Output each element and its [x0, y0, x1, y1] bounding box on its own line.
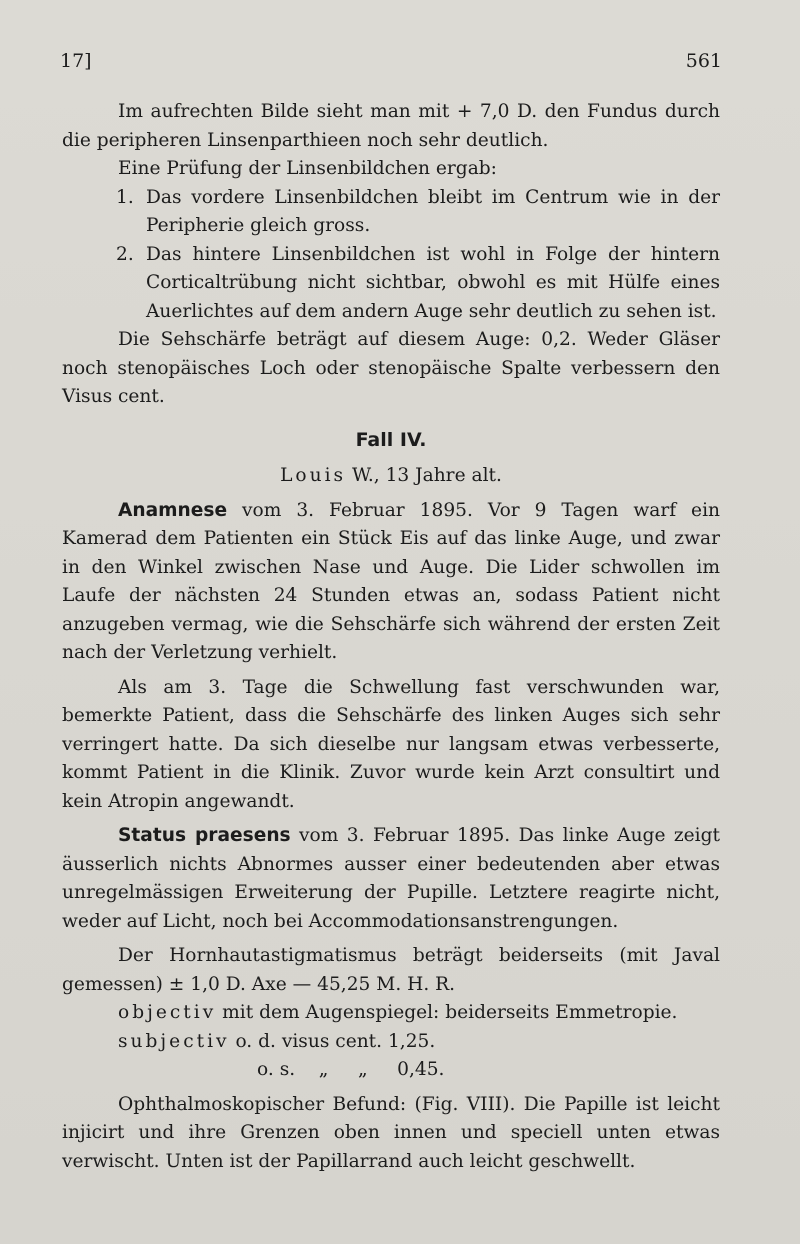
objectiv-line [62, 999, 720, 1028]
paragraph-anamnese [62, 497, 720, 668]
paragraph-befund: Ophthalmoskopischer Befund: (Fig. VIII). Die Papille ist leicht injicirt und ihre Grenzen oben innen und speciell unten etwas verwischt. Unten ist der Papillarrand auch leicht geschwellt. [62, 1093, 720, 1172]
objectiv-text: mit dem Augenspiegel: beiderseits Emmetropie. [216, 1002, 678, 1023]
paragraph-astigmatismus: Der Hornhautastigmatismus beträgt beiderseits (mit Javal gemessen) ± 1,0 D. Axe — 45,25 M. H. R. [62, 945, 720, 995]
subjectiv-line [62, 1028, 720, 1057]
paragraph-status [62, 822, 720, 936]
list-item-text: Das hintere Linsenbildchen ist wohl in Folge der hintern Corticaltrübung nicht sichtbar, obwohl es mit Hülfe eines Auerlichtes auf dem andern Auge sehr deutlich zu sehen ist. [146, 243, 720, 322]
objectiv-label: objectiv [118, 1002, 217, 1023]
paragraph-schwellung: Als am 3. Tage die Schwellung fast verschwunden war, bemerkte Patient, dass die Sehschärfe des linken Auges sich sehr verringert hatte. Da sich dieselbe nur langsam etwas verbesserte, kommt Patient in die Klinik. Zuvor wurde kein Arzt consultirt und kein Atropin angewandt. [62, 676, 720, 812]
patient-line [62, 462, 720, 491]
list-number: 1. [116, 186, 134, 208]
status-label: Status praesens [118, 825, 291, 846]
section-marker: 17] [60, 50, 92, 72]
list-item [62, 241, 720, 327]
list-item [62, 184, 720, 241]
patient-details: W., 13 Jahre alt. [346, 465, 502, 486]
status-text: vom 3. Februar 1895. Das linke Auge zeigt äusserlich nichts Abnormes ausser einer bedeutenden aber etwas unregelmässigen Erweiterung der Pupille. Letztere reagirte nicht, weder auf Licht, noch bei Accommodationsanstrengungen. [62, 825, 720, 932]
anamnese-label: Anamnese [118, 499, 228, 521]
page-body [62, 98, 720, 1176]
subjectiv-text: o. d. visus cent. 1,25. [229, 1030, 436, 1052]
anamnese-text: vom 3. Februar 1895. Vor 9 Tagen warf ein Kamerad dem Patienten ein Stück Eis auf das linke Auge, und zwar in den Winkel zwischen Nase und Auge. Die Lider schwollen im Laufe der nächsten 24 Stunden etwas an, sodass Patient nicht anzugeben vermag, wie die Sehschärfe sich während der ersten Zeit nach der Verletzung verhielt. [62, 499, 720, 663]
page-number: 561 [685, 50, 722, 72]
list-item-text: Das vordere Linsenbildchen bleibt im Centrum wie in der Peripherie gleich gross. [146, 186, 720, 236]
case-heading: Fall IV. [355, 428, 427, 451]
list-number: 2. [116, 243, 134, 265]
os-line: o. s. „ „ 0,45. [257, 1059, 445, 1080]
paragraph-fundus: Im aufrechten Bilde sieht man mit + 7,0 D. den Fundus durch die peripheren Linsenparthieen noch sehr deutlich. [62, 101, 720, 151]
patient-name: Louis [280, 465, 347, 486]
paragraph-sehschaerfe: Die Sehschärfe beträgt auf diesem Auge: 0,2. Weder Gläser noch stenopäisches Loch oder stenopäische Spalte verbessern den Visus cent. [62, 329, 720, 407]
subjectiv-label: subjectiv [118, 1030, 230, 1052]
paragraph-pruefung: Eine Prüfung der Linsenbildchen ergab: [118, 158, 497, 179]
